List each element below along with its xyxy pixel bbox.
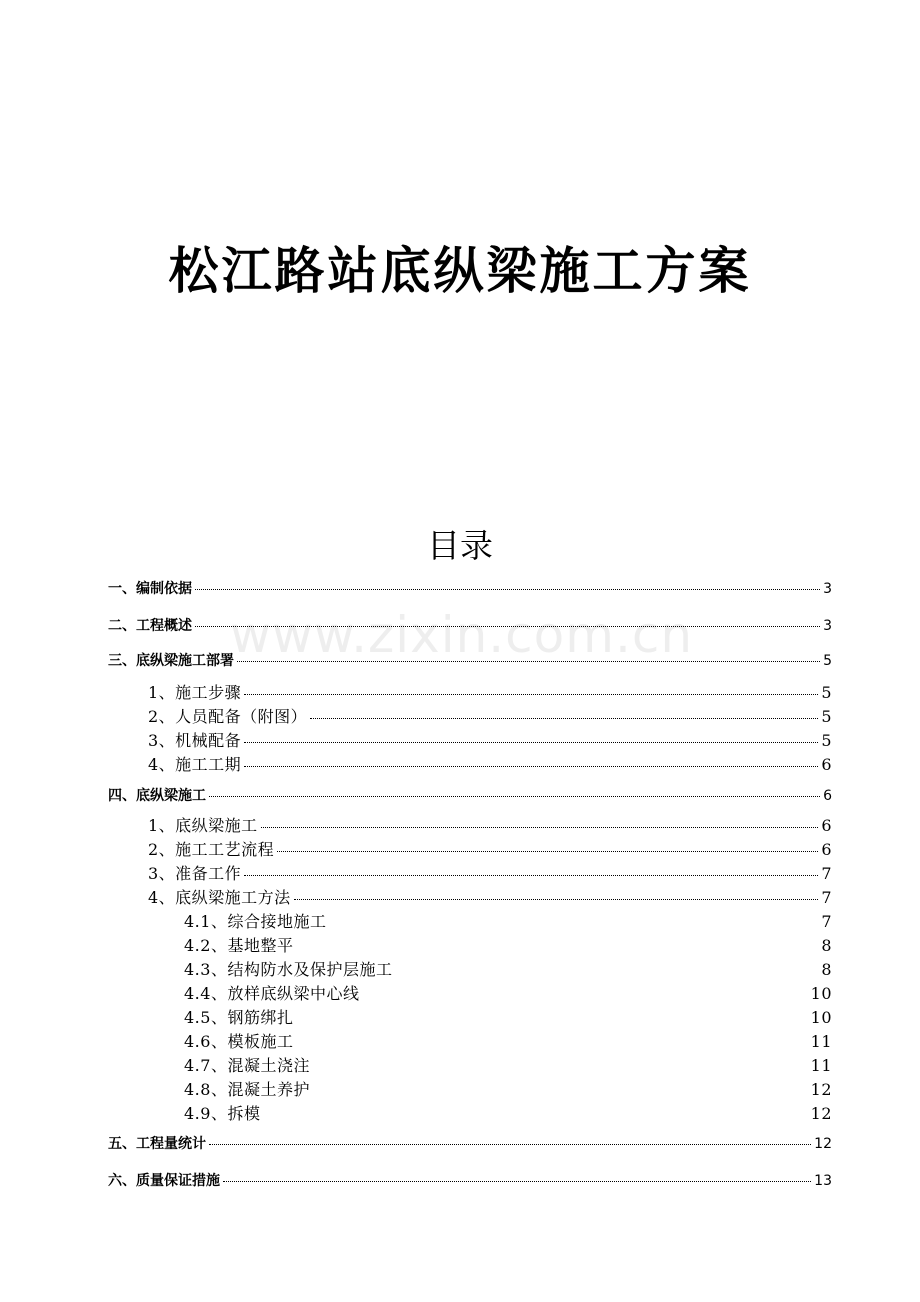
toc-entry-label: 2、施工工艺流程 bbox=[148, 840, 275, 859]
toc-entry-4-4-7[interactable] bbox=[184, 1053, 832, 1076]
toc-entry-label: 4.6、模板施工 bbox=[184, 1032, 294, 1051]
toc-entry-4-2[interactable] bbox=[148, 837, 832, 860]
toc-leader-dots bbox=[209, 796, 820, 797]
toc-entry-label: 4.8、混凝土养护 bbox=[184, 1080, 310, 1099]
toc-entry-3[interactable] bbox=[108, 650, 832, 670]
toc-heading: 目录 bbox=[427, 526, 493, 565]
toc-entry-page: 12 bbox=[814, 1136, 832, 1152]
toc-entry-page: 11 bbox=[810, 1056, 832, 1075]
toc-entry-label: 4、底纵梁施工方法 bbox=[148, 888, 291, 907]
toc-leader-dots bbox=[209, 1144, 811, 1145]
toc-leader-dots bbox=[244, 742, 818, 743]
toc-entry-label: 4.5、钢筋绑扎 bbox=[184, 1008, 294, 1027]
toc-entry-page: 8 bbox=[821, 960, 832, 979]
toc-leader-dots bbox=[261, 827, 819, 828]
toc-leader-dots bbox=[277, 851, 818, 852]
toc-leader-dots bbox=[244, 694, 818, 695]
toc-entry-label: 4、施工工期 bbox=[148, 755, 242, 774]
toc-entry-page: 5 bbox=[823, 653, 832, 669]
toc-entry-4-1[interactable] bbox=[148, 813, 832, 836]
toc-entry-label: 一、编制依据 bbox=[108, 581, 192, 597]
toc-entry-label: 2、人员配备（附图） bbox=[148, 707, 308, 726]
toc-entry-4-4-5[interactable] bbox=[184, 1005, 832, 1028]
toc-leader-dots bbox=[244, 875, 818, 876]
toc-entry-label: 二、工程概述 bbox=[108, 618, 192, 634]
toc-leader-dots bbox=[244, 766, 818, 767]
toc-leader-dots bbox=[195, 589, 820, 590]
toc-entry-page: 5 bbox=[821, 731, 832, 750]
toc-entry-page: 12 bbox=[810, 1080, 832, 1099]
toc-entry-label: 4.1、综合接地施工 bbox=[184, 912, 327, 931]
toc-entry-3-2[interactable] bbox=[148, 704, 832, 727]
toc-entry-1[interactable] bbox=[108, 578, 832, 598]
toc-entry-page: 11 bbox=[810, 1032, 832, 1051]
toc-leader-dots bbox=[294, 899, 819, 900]
toc-entry-label: 四、底纵梁施工 bbox=[108, 788, 206, 804]
toc-leader-dots bbox=[310, 718, 818, 719]
toc-entry-page: 3 bbox=[823, 581, 832, 597]
toc-entry-page: 5 bbox=[821, 707, 832, 726]
watermark: www.zixin.com.cn bbox=[230, 606, 694, 664]
toc-entry-page: 6 bbox=[821, 755, 832, 774]
toc-entry-page: 5 bbox=[821, 683, 832, 702]
toc-entry-page: 7 bbox=[821, 888, 832, 907]
toc-entry-2[interactable] bbox=[108, 615, 832, 635]
document-title: 松江路站底纵梁施工方案 bbox=[168, 242, 752, 300]
toc-entry-page: 8 bbox=[821, 936, 832, 955]
toc-entry-page: 10 bbox=[810, 984, 832, 1003]
toc-entry-page: 7 bbox=[821, 912, 832, 931]
toc-entry-page: 7 bbox=[821, 864, 832, 883]
toc-entry-4-4-9[interactable] bbox=[184, 1101, 832, 1124]
toc-leader-dots bbox=[237, 661, 820, 662]
toc-entry-page: 6 bbox=[821, 816, 832, 835]
toc-entry-label: 六、质量保证措施 bbox=[108, 1173, 220, 1189]
toc-entry-6[interactable] bbox=[108, 1170, 832, 1190]
toc-entry-4-4-6[interactable] bbox=[184, 1029, 832, 1052]
toc-entry-4-4[interactable] bbox=[148, 885, 832, 908]
toc-entry-label: 4.9、拆模 bbox=[184, 1104, 261, 1123]
toc-entry-label: 三、底纵梁施工部署 bbox=[108, 653, 234, 669]
toc-leader-dots bbox=[195, 626, 820, 627]
toc-entry-label: 4.4、放样底纵梁中心线 bbox=[184, 984, 360, 1003]
toc-entry-page: 6 bbox=[823, 788, 832, 804]
toc-entry-label: 1、施工步骤 bbox=[148, 683, 242, 702]
toc-entry-page: 10 bbox=[810, 1008, 832, 1027]
toc-leader-dots bbox=[223, 1181, 811, 1182]
toc-entry-4-4-3[interactable] bbox=[184, 957, 832, 980]
toc-entry-3-1[interactable] bbox=[148, 680, 832, 703]
toc-entry-label: 3、准备工作 bbox=[148, 864, 242, 883]
toc-entry-4-4-4[interactable] bbox=[184, 981, 832, 1004]
toc-entry-3-4[interactable] bbox=[148, 752, 832, 775]
toc-entry-label: 4.2、基地整平 bbox=[184, 936, 294, 955]
toc-entry-label: 4.3、结构防水及保护层施工 bbox=[184, 960, 393, 979]
toc-entry-4-4-1[interactable] bbox=[184, 909, 832, 932]
toc-entry-label: 1、底纵梁施工 bbox=[148, 816, 258, 835]
toc-entry-page: 6 bbox=[821, 840, 832, 859]
toc-entry-label: 3、机械配备 bbox=[148, 731, 242, 750]
toc-entry-page: 12 bbox=[810, 1104, 832, 1123]
toc-entry-4-4-2[interactable] bbox=[184, 933, 832, 956]
toc-entry-4[interactable] bbox=[108, 785, 832, 805]
toc-entry-3-3[interactable] bbox=[148, 728, 832, 751]
toc-entry-4-3[interactable] bbox=[148, 861, 832, 884]
toc-entry-label: 4.7、混凝土浇注 bbox=[184, 1056, 310, 1075]
toc-entry-4-4-8[interactable] bbox=[184, 1077, 832, 1100]
toc-entry-5[interactable] bbox=[108, 1133, 832, 1153]
toc-entry-label: 五、工程量统计 bbox=[108, 1136, 206, 1152]
toc-entry-page: 13 bbox=[814, 1173, 832, 1189]
toc-entry-page: 3 bbox=[823, 618, 832, 634]
